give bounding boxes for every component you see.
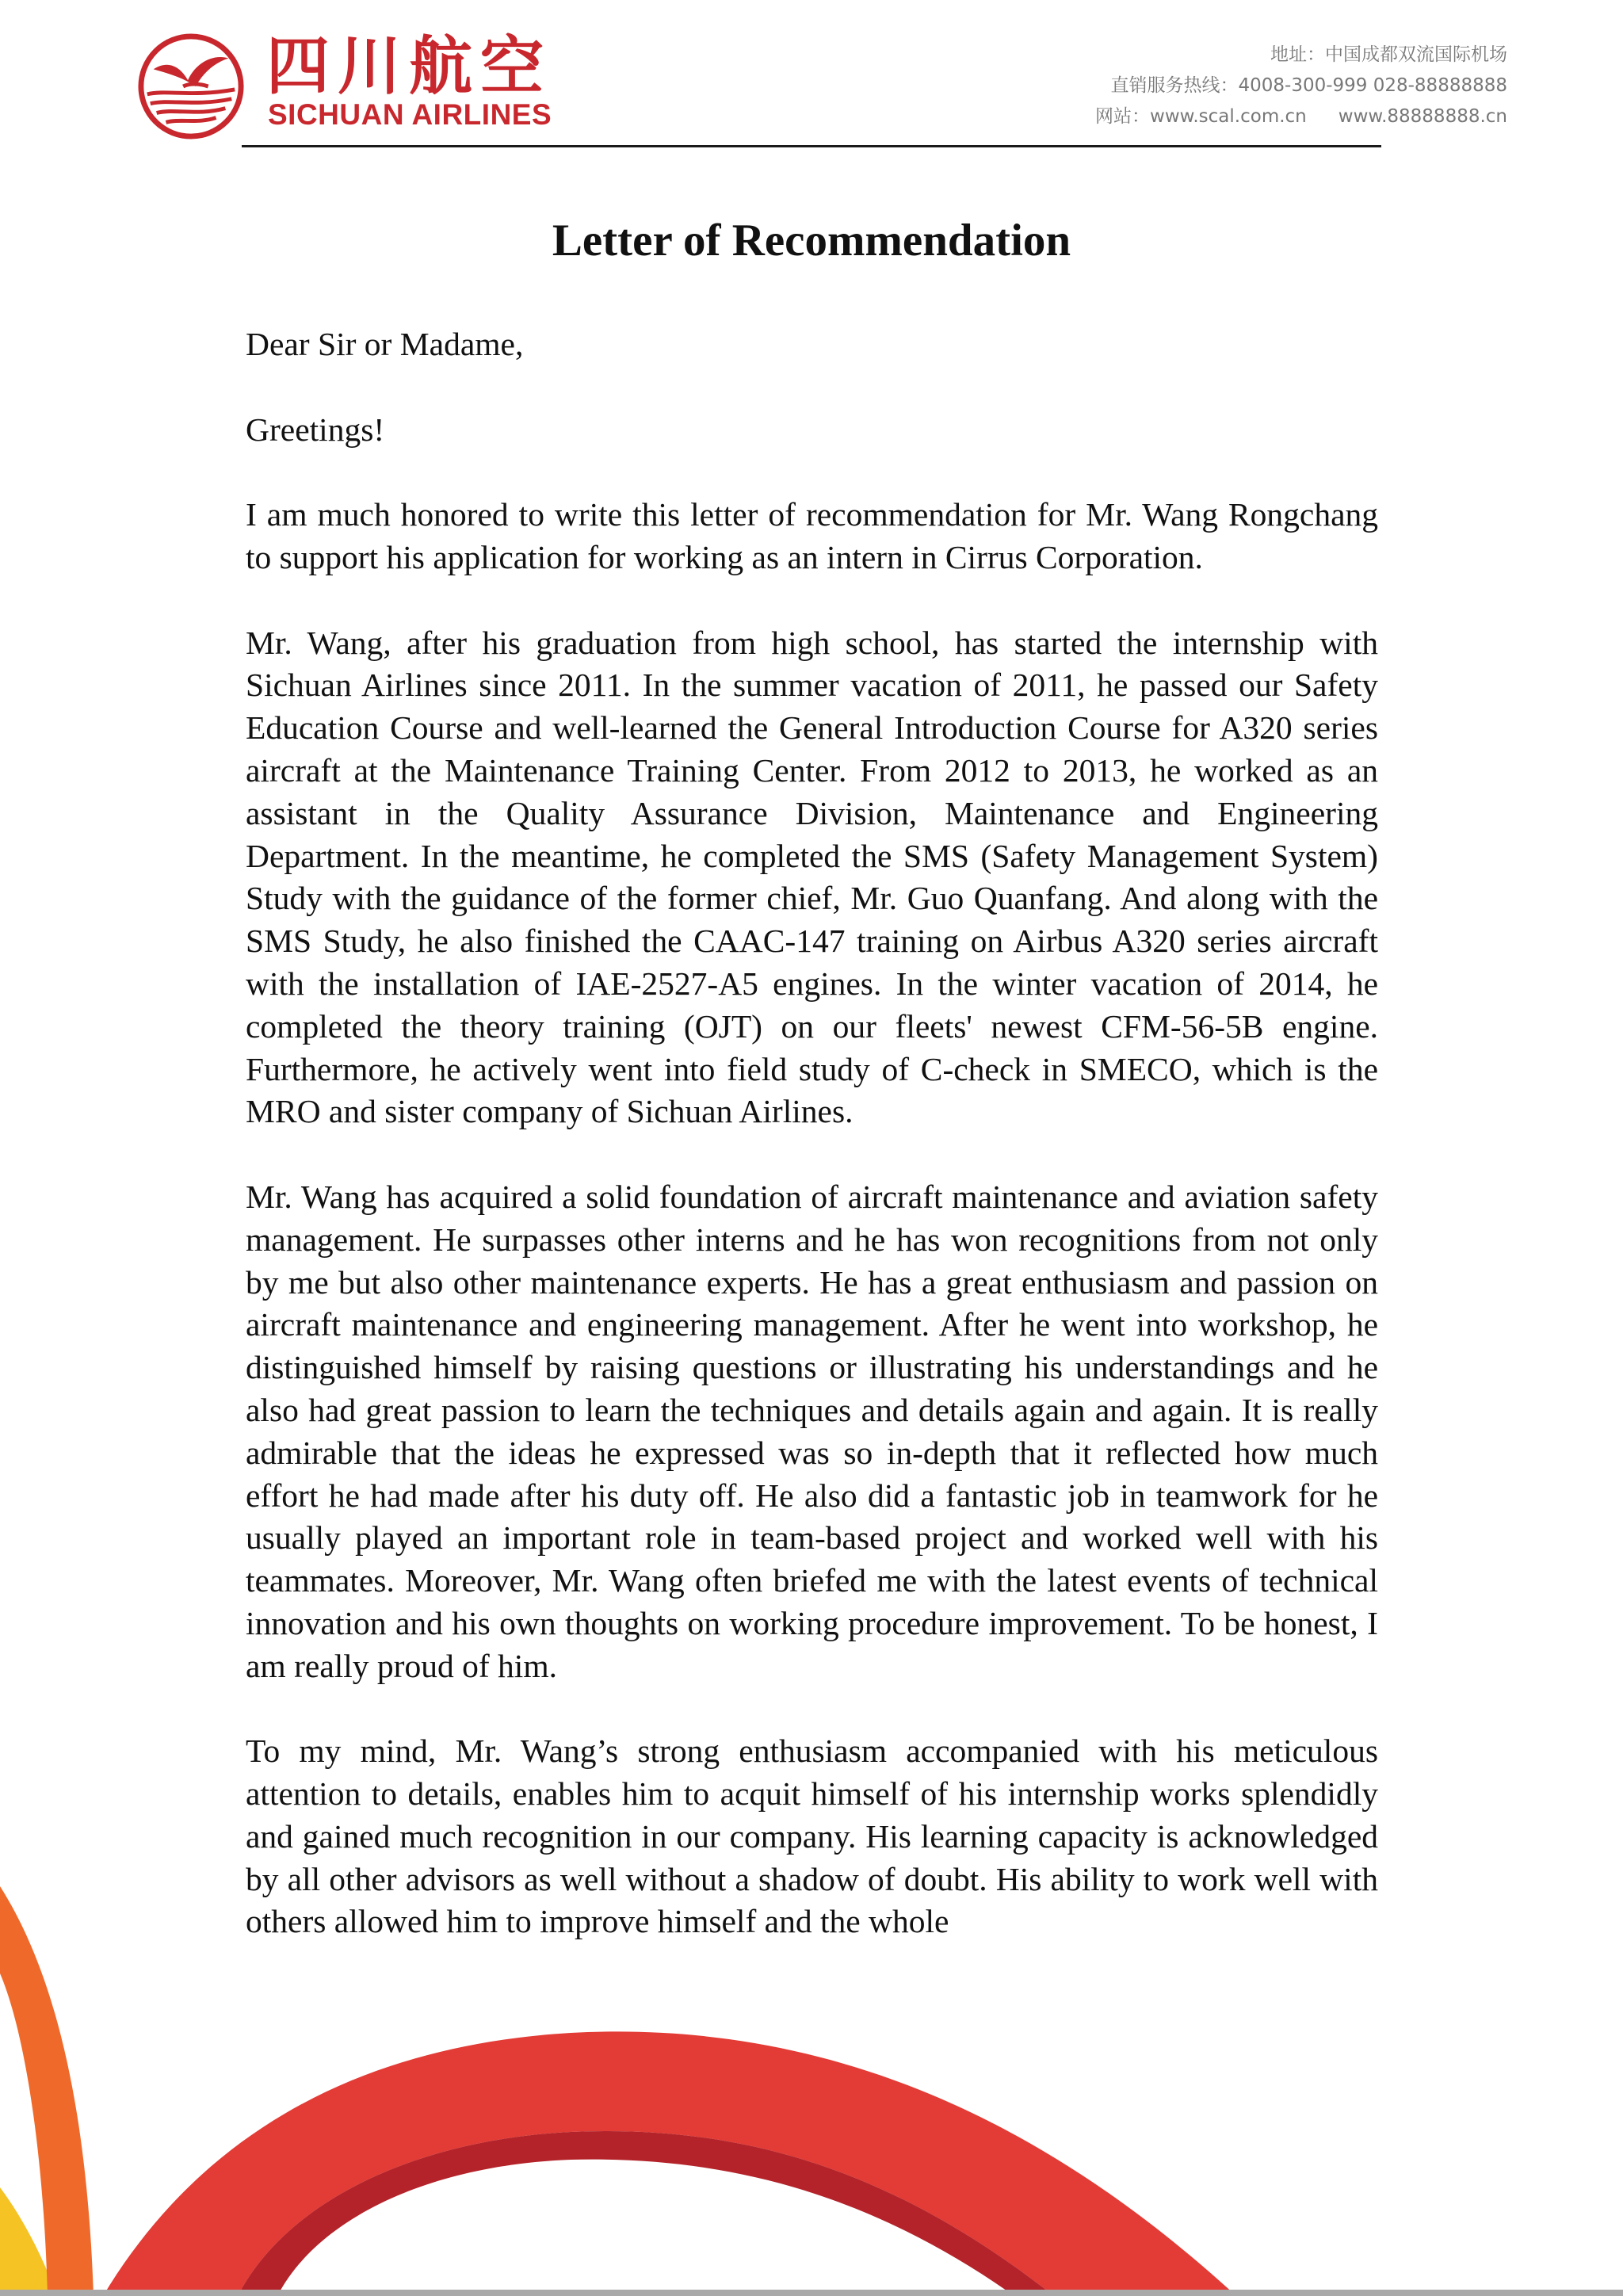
body-paragraph-4: To my mind, Mr. Wang’s strong enthusiasm accompanied with his meticulous attention to details, enables him to acquit himself of his internship works splendidly and gained much recognition in our company. His learning capacity is acknowledged by all other advisors as well without a shadow of doubt. His ability to work well with others allowed him to improve himself and the whole [246,1733,1378,1940]
greeting: Greetings! [246,411,385,448]
website-line [1095,101,1507,132]
body-paragraph-2: Mr. Wang, after his graduation from high school, has started the internship with Sichuan Airlines since 2011. In the summer vacation of 2011, he passed our Safety Education Course and well-learned the General Introduction Course for A320 series aircraft at the Maintenance Training Center. From 2012 to 2013, he worked as an assistant in the Quality Assurance Division, Maintenance and Engineering Department. In the meantime, he completed the SMS (Safety Management System) Study with the guidance of the former chief, Mr. Guo Quanfang. And along with the SMS Study, he also finished the CAAC-147 training on Airbus A320 series aircraft with the installation of IAE-2527-A5 engines. In the winter vacation of 2014, he completed the theory training (OJT) on our fleets' newest CFM-56-5B engine. Furthermore, he actively went into field study of C-check in SMECO, which is the MRO and sister company of Sichuan Airlines. [246,624,1378,1130]
logo-english-wordmark: SICHUAN AIRLINES [268,98,552,131]
letter-body [246,323,1378,1986]
bottom-border [0,2290,1623,2296]
hotline-line: 直销服务热线：4008-300-999 028-88888888 [1110,75,1507,96]
website-alt: www.88888888.cn [1338,106,1507,127]
contact-info [1095,40,1507,132]
sichuan-airlines-logo-icon [136,32,246,141]
header-divider [242,145,1381,147]
body-paragraph-3: Mr. Wang has acquired a solid foundation of aircraft maintenance and aviation safety management. He surpasses other interns and he has won recognitions from not only by me but also other maintenance experts. He has a great enthusiasm and passion on aircraft maintenance and engineering management. After he went into workshop, he distinguished himself by raising questions or illustrating his understandings and he also had great passion to learn the techniques and details again and again. It is really admirable that the ideas he expressed was so in-depth that it reflected how much effort he had made after his duty off. He also did a fantastic job in teamwork for he usually played an important role in team-based project and worked well with his teammates. Moreover, Mr. Wang often briefed me with the latest events of technical innovation and his own thoughts on working procedure improvement. To be honest, I am really proud of him. [246,1178,1378,1684]
address-line: 地址：中国成都双流国际机场 [1270,44,1507,65]
letter-title: Letter of Recommendation [552,216,1071,266]
salutation: Dear Sir or Madame, [246,326,524,362]
body-paragraph-1: I am much honored to write this letter of recommendation for Mr. Wang Rongchang to support his application for working as an intern in Cirrus Corporation. [246,496,1378,575]
website-main: 网站：www.scal.com.cn [1095,106,1307,127]
logo-chinese-wordmark: 四川航空 [266,29,552,103]
